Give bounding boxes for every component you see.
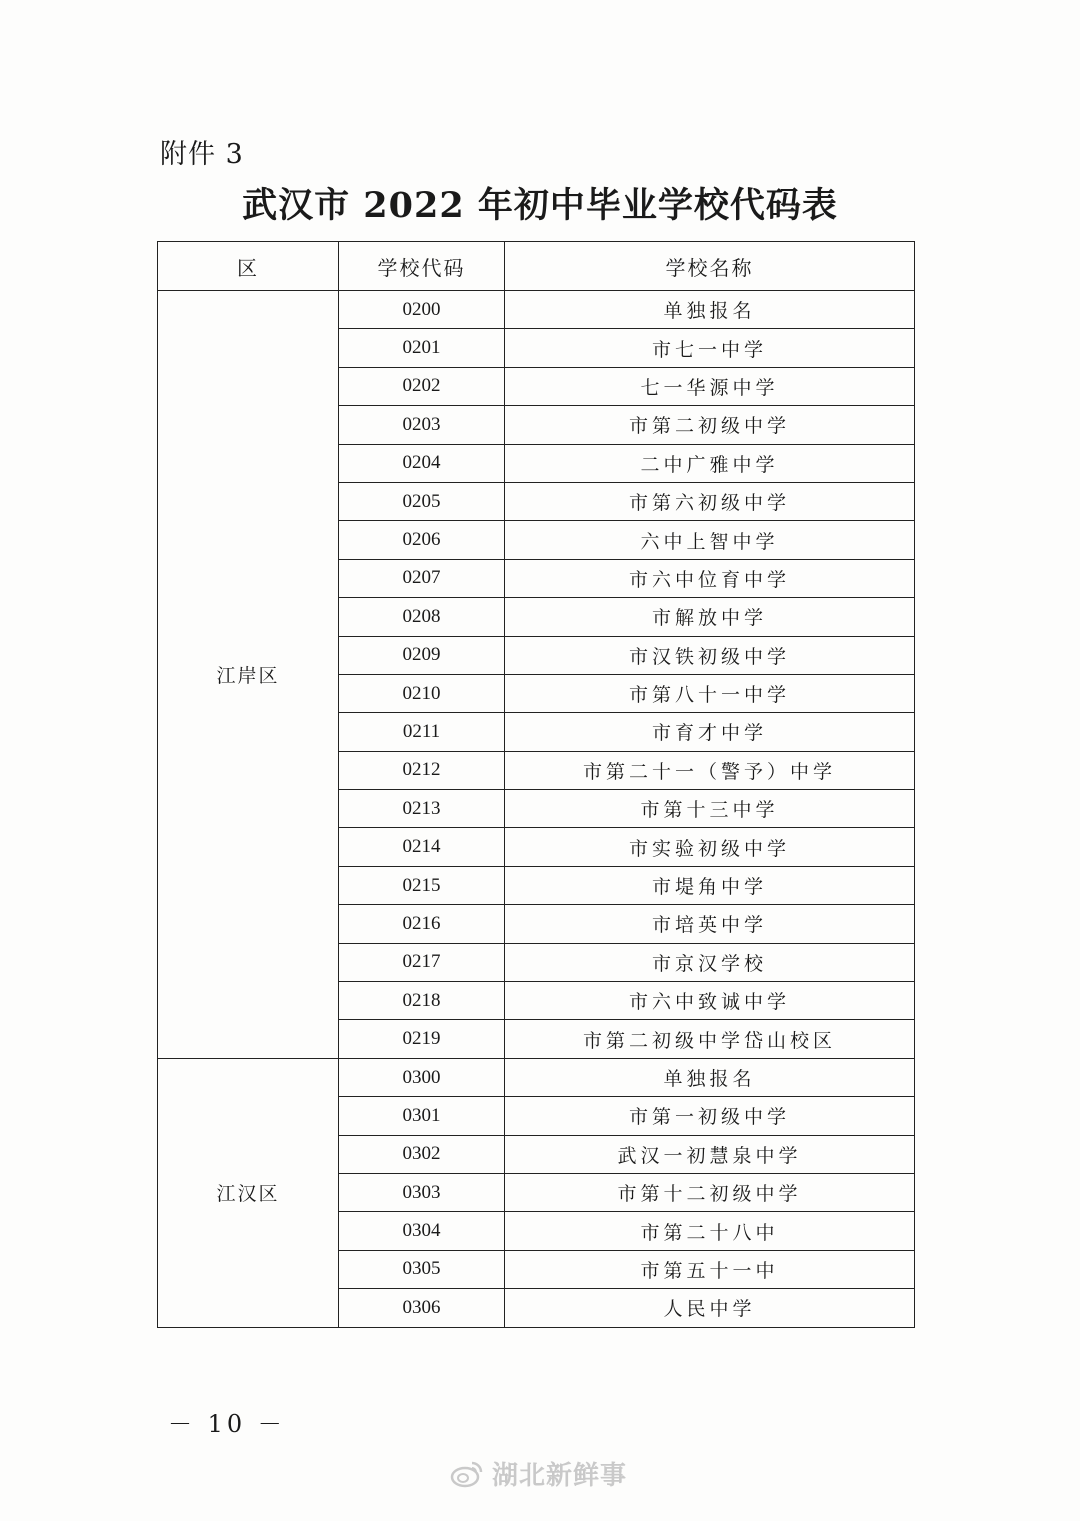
school-name-cell: 市第十二初级中学 [505,1173,915,1211]
school-code-cell: 0300 [339,1058,505,1096]
school-name-cell: 单独报名 [505,291,915,329]
watermark-text: 湖北新鲜事 [492,1461,628,1491]
weibo-icon [450,1460,484,1488]
school-code-cell: 0202 [339,367,505,405]
school-name-cell: 单独报名 [505,1058,915,1096]
school-name-cell: 市京汉学校 [505,943,915,981]
school-code-cell: 0215 [339,866,505,904]
school-code-cell: 0301 [339,1097,505,1135]
school-name-cell: 市第二十一（警予）中学 [505,751,915,789]
school-code-cell: 0211 [339,713,505,751]
watermark [450,1455,627,1492]
school-code-cell: 0303 [339,1173,505,1211]
school-name-cell: 七一华源中学 [505,367,915,405]
school-code-cell: 0213 [339,790,505,828]
school-name-cell: 市第二十八中 [505,1212,915,1250]
school-name-cell: 市育才中学 [505,713,915,751]
table-body [158,291,915,1328]
school-code-cell: 0302 [339,1135,505,1173]
school-code-cell: 0200 [339,291,505,329]
table-row [158,1058,915,1096]
school-code-cell: 0207 [339,559,505,597]
attachment-label: 附件 3 [160,139,244,170]
school-code-cell: 0305 [339,1250,505,1288]
school-code-cell: 0217 [339,943,505,981]
school-code-cell: 0214 [339,828,505,866]
district-cell: 江岸区 [158,291,339,1059]
school-name-cell: 市第五十一中 [505,1250,915,1288]
school-code-cell: 0203 [339,406,505,444]
school-name-cell: 市堤角中学 [505,866,915,904]
school-name-cell: 市第六初级中学 [505,482,915,520]
school-name-cell: 市培英中学 [505,905,915,943]
school-code-cell: 0306 [339,1289,505,1327]
table-row [158,291,915,329]
school-code-cell: 0201 [339,329,505,367]
school-code-cell: 0304 [339,1212,505,1250]
district-cell: 江汉区 [158,1058,339,1327]
school-name-cell: 市六中位育中学 [505,559,915,597]
school-name-cell: 市第二初级中学岱山校区 [505,1020,915,1058]
school-code-table [157,241,915,1328]
school-name-cell: 市七一中学 [505,329,915,367]
school-name-cell: 二中广雅中学 [505,444,915,482]
school-name-cell: 市第一初级中学 [505,1097,915,1135]
school-name-cell: 市六中致诚中学 [505,982,915,1020]
school-name-cell: 市第二初级中学 [505,406,915,444]
school-code-cell: 0208 [339,598,505,636]
school-name-cell: 市解放中学 [505,598,915,636]
school-code-cell: 0216 [339,905,505,943]
column-header-code: 学校代码 [339,242,505,291]
column-header-district: 区 [158,242,339,291]
school-code-cell: 0204 [339,444,505,482]
school-name-cell: 六中上智中学 [505,521,915,559]
school-name-cell: 市第八十一中学 [505,674,915,712]
document-title: 武汉市 2022 年初中毕业学校代码表 [242,185,838,226]
school-code-cell: 0210 [339,674,505,712]
table-header-row [158,242,915,291]
school-name-cell: 武汉一初慧泉中学 [505,1135,915,1173]
school-code-cell: 0212 [339,751,505,789]
school-name-cell: 市汉铁初级中学 [505,636,915,674]
school-code-cell: 0205 [339,482,505,520]
school-code-cell: 0209 [339,636,505,674]
school-code-cell: 0206 [339,521,505,559]
column-header-name: 学校名称 [505,242,915,291]
school-name-cell: 人民中学 [505,1289,915,1327]
page-number: － 10 － [168,1410,286,1438]
school-code-cell: 0219 [339,1020,505,1058]
school-code-cell: 0218 [339,982,505,1020]
school-name-cell: 市实验初级中学 [505,828,915,866]
school-name-cell: 市第十三中学 [505,790,915,828]
